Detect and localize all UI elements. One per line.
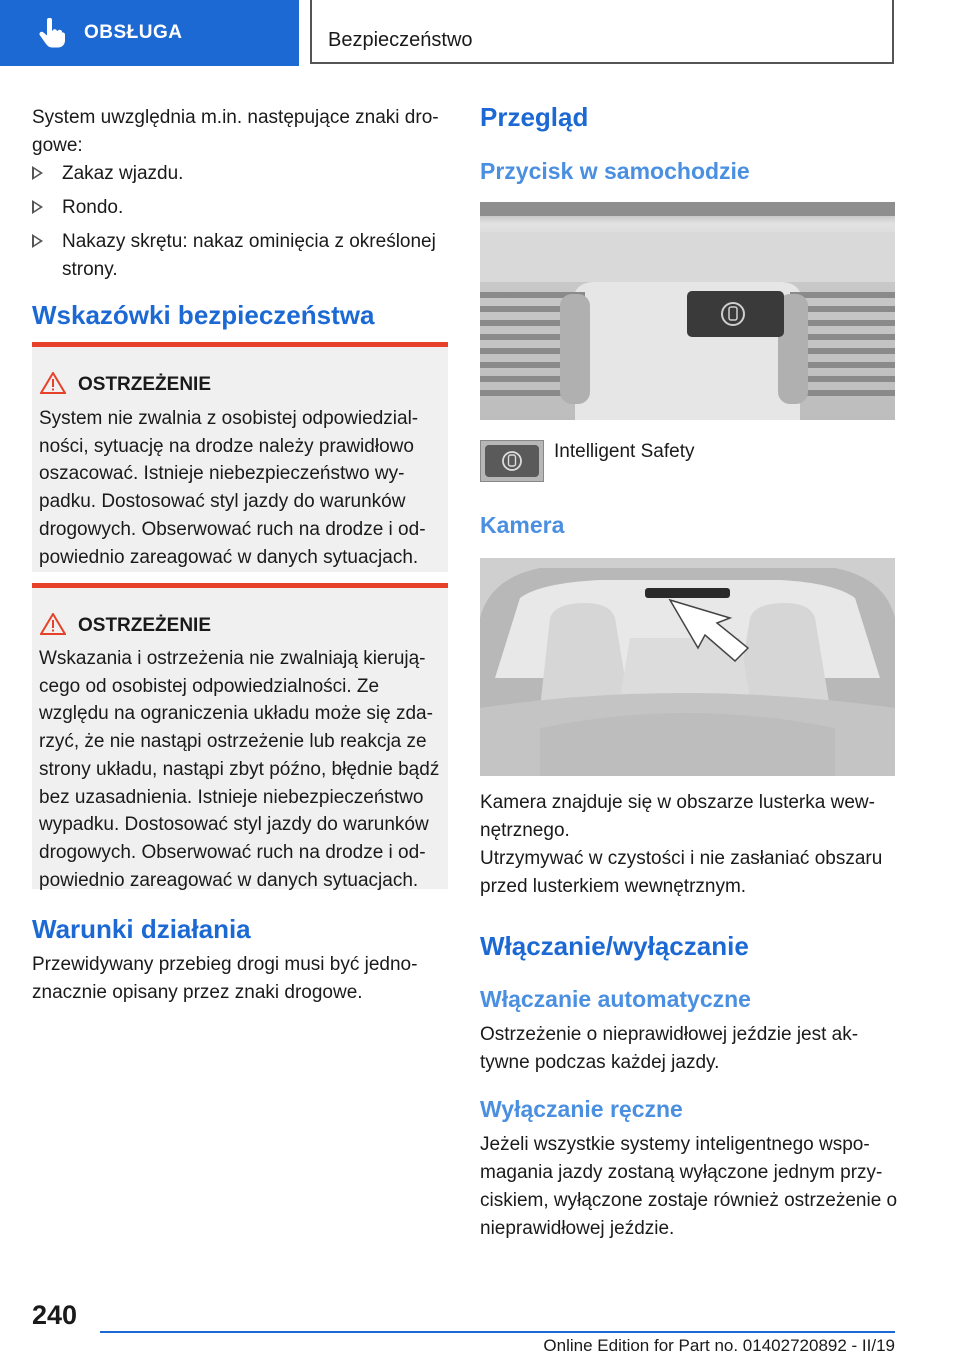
warning-text <box>39 645 439 894</box>
auto-paragraph <box>480 1021 858 1077</box>
auto-heading: Włączanie automatyczne <box>480 986 751 1012</box>
text-line: względu na ograniczenia układu może się zda- <box>39 703 433 725</box>
footer-divider <box>100 1331 895 1333</box>
section-tab <box>0 0 299 66</box>
text-line: rzyć, że nie nastąpi ostrzeżenie lub reakcja ze <box>39 731 427 753</box>
text-line: cego od osobistej odpowiedzialności. Ze <box>39 675 380 697</box>
button-caption: Intelligent Safety <box>554 441 695 462</box>
list-item <box>32 194 447 222</box>
bullet-list <box>32 160 447 284</box>
dashboard-illustration <box>480 202 895 420</box>
warning-title: OSTRZEŻENIE <box>78 374 212 395</box>
conditions-heading: Warunki działania <box>32 914 251 944</box>
text-line: Kamera znajduje się w obszarze lusterka wew- <box>480 792 875 813</box>
text-line: Rondo. <box>62 197 124 218</box>
chapter-box <box>310 0 894 64</box>
car-interior-illustration <box>480 558 895 776</box>
text-line: Przewidywany przebieg drogi musi być jedno- <box>32 954 418 975</box>
text-line: Utrzymywać w czystości i nie zasłaniać obszaru <box>480 848 883 869</box>
text-line: magania jazdy zostaną wyłączone jednym przy- <box>480 1162 883 1183</box>
text-line: nieprawidłowej jeździe. <box>480 1218 675 1239</box>
text-line: powiednio zareagować w danych sytuacjach. <box>39 869 419 891</box>
text-line: wypadku. Dostosować styl jazdy do warunków <box>39 814 429 836</box>
warning-title: OSTRZEŻENIE <box>78 615 212 636</box>
text-line: znacznie opisany przez znaki drogowe. <box>32 982 363 1003</box>
page-number: 240 <box>32 1300 78 1330</box>
intelligent-safety-button-icon <box>480 440 544 482</box>
warning-triangle-icon <box>40 372 66 394</box>
text-line: drogowych. Obserwować ruch na drodze i od- <box>39 518 426 540</box>
text-line: strony. <box>62 259 118 280</box>
text-line: przed lusterkiem wewnętrznym. <box>480 876 747 897</box>
triangle-bullet-icon <box>32 200 43 214</box>
text-line: ności, sytuację na drodze należy prawidłowo <box>39 435 414 457</box>
text-line: System nie zwalnia z osobistej odpowiedzial- <box>39 408 419 429</box>
text-line: tywne podczas każdej jazdy. <box>480 1052 720 1073</box>
safety-button-icon <box>481 441 543 481</box>
dashboard-button-photo <box>480 202 895 420</box>
camera-paragraph-2 <box>480 845 882 901</box>
text-line: Ostrzeżenie o nieprawidłowej jeździe jest ak- <box>480 1024 859 1045</box>
warning-text <box>39 405 426 571</box>
text-line: ciskiem, wyłączone zostaje również ostrzeżenie o <box>480 1190 898 1211</box>
edition-note: Online Edition for Part no. 01402720892 - II/19 <box>543 1336 895 1355</box>
list-item <box>32 228 447 284</box>
intro-paragraph <box>32 104 439 160</box>
text-line: gowe: <box>32 135 83 156</box>
overview-heading: Przegląd <box>480 102 589 132</box>
text-line: strony układu, nastąpi zbyt późno, błędnie bądź <box>39 758 440 780</box>
manual-paragraph <box>480 1131 897 1243</box>
conditions-paragraph <box>32 951 417 1007</box>
text-line: powiednio zareagować w danych sytuacjach. <box>39 546 419 568</box>
warning-box-2 <box>32 583 448 889</box>
triangle-bullet-icon <box>32 234 43 248</box>
camera-photo <box>480 558 895 776</box>
text-line: Zakaz wjazdu. <box>62 163 184 184</box>
button-heading: Przycisk w samochodzie <box>480 158 750 184</box>
onoff-heading: Włączanie/wyłączanie <box>480 931 749 961</box>
text-line: Wskazania i ostrzeżenia nie zwalniają kierują- <box>39 648 426 669</box>
text-line: Jeżeli wszystkie systemy inteligentnego wspo- <box>480 1134 870 1155</box>
text-line: oszacować. Istnieje niebezpieczeństwo wy- <box>39 463 405 485</box>
text-line: padku. Dostosować styl jazdy do warunków <box>39 491 406 513</box>
warning-triangle-icon <box>40 613 66 635</box>
text-line: nętrznego. <box>480 820 570 841</box>
list-item <box>32 160 447 188</box>
camera-heading: Kamera <box>480 512 565 538</box>
chapter-title: Bezpieczeństwo <box>328 29 473 51</box>
section-title: OBSŁUGA <box>84 22 183 43</box>
safety-heading: Wskazówki bezpieczeństwa <box>32 300 375 330</box>
triangle-bullet-icon <box>32 166 43 180</box>
text-line: Nakazy skrętu: nakaz ominięcia z określonej <box>62 231 436 252</box>
hand-pointer-icon <box>38 18 66 48</box>
text-line: System uwzględnia m.in. następujące znaki dro- <box>32 107 439 128</box>
text-line: drogowych. Obserwować ruch na drodze i od- <box>39 841 426 863</box>
camera-paragraph-1 <box>480 789 875 845</box>
manual-heading: Wyłączanie ręczne <box>480 1096 683 1122</box>
warning-box-1 <box>32 342 448 572</box>
text-line: bez uzasadnienia. Istnieje niebezpieczeństwo <box>39 786 424 808</box>
